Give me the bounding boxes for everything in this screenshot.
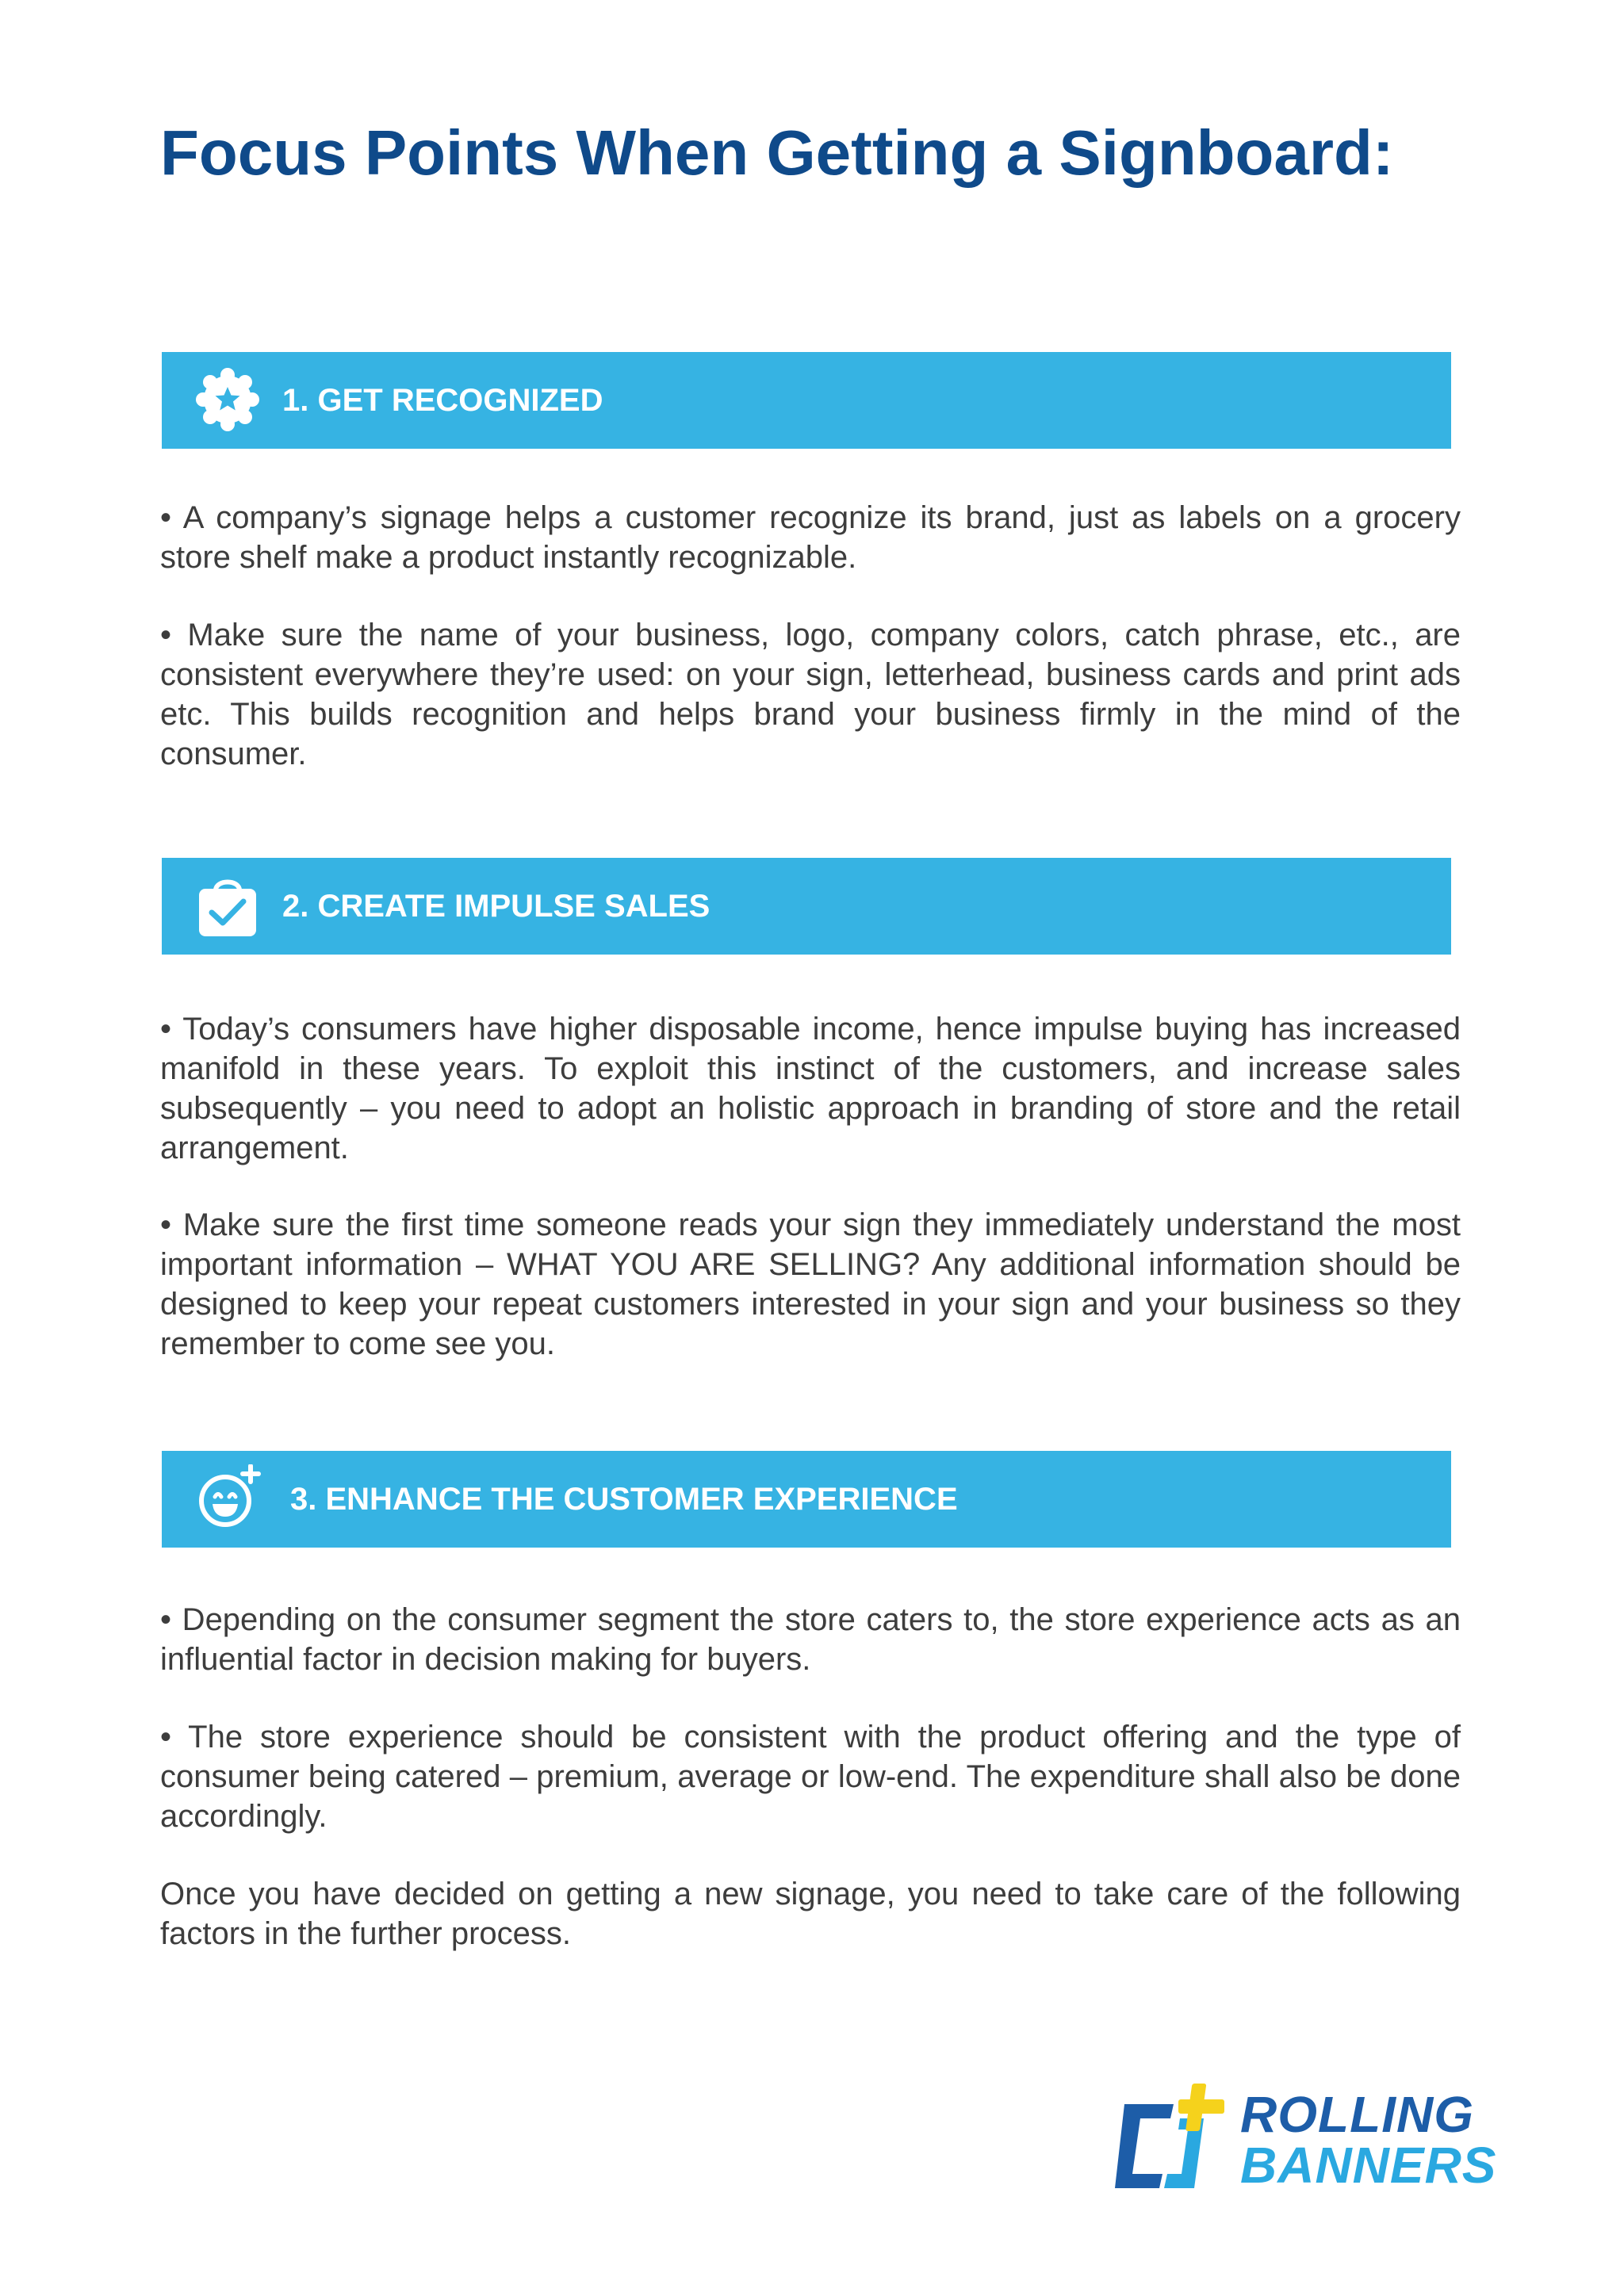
paragraph: • Make sure the first time someone reads your sign they immediately understand the most important information – WHAT YOU ARE SELLING? Any additional information should be designed to keep your repeat customers interested in your sign and your business so they remember to come see you.: [160, 1207, 1461, 1361]
paragraph: • Today’s consumers have higher disposable income, hence impulse buying has increased manifold in these years. To exploit this instinct of the customers, and increase sales subsequently – you need to adopt an holistic approach in branding of store and the retail arrangement.: [160, 1012, 1461, 1165]
logo-text-banners: BANNERS: [1240, 2137, 1497, 2194]
page-title: Focus Points When Getting a Signboard:: [160, 117, 1394, 188]
rolling-banners-logo: [1109, 2080, 1497, 2199]
paragraph: • Depending on the consumer segment the store caters to, the store experience acts as an influential factor in decision making for buyers.: [160, 1602, 1461, 1677]
section-heading: 3. ENHANCE THE CUSTOMER EXPERIENCE: [290, 1482, 958, 1517]
section-banner-enhance-customer-experience: [162, 1451, 1451, 1548]
shopping-bag-check-icon: [193, 871, 262, 939]
paragraph: • The store experience should be consistent with the product offering and the type of consumer being catered – premium, average or low-end. The expenditure shall also be done accordingly.: [160, 1720, 1461, 1834]
paragraph: • Make sure the name of your business, logo, company colors, catch phrase, etc., are consistent everywhere they’re used: on your sign, letterhead, business cards and print ads etc. This builds recognition and helps brand your business firmly in the mind of the consumer.: [160, 618, 1461, 771]
section-banner-create-impulse-sales: [162, 858, 1451, 955]
logo-text-rolling: ROLLING: [1240, 2086, 1474, 2143]
closing-paragraph: Once you have decided on getting a new signage, you need to take care of the following factors in the further process.: [160, 1877, 1461, 1951]
smiley-plus-icon: [193, 1464, 262, 1533]
rolling-banners-logo-icon: [1109, 2080, 1235, 2199]
star-badge-icon: [193, 365, 262, 434]
section-heading: 1. GET RECOGNIZED: [282, 383, 603, 418]
section-banner-get-recognized: [162, 352, 1451, 449]
section-heading: 2. CREATE IMPULSE SALES: [282, 889, 710, 924]
paragraph: • A company’s signage helps a customer recognize its brand, just as labels on a grocery store shelf make a product instantly recognizable.: [160, 500, 1461, 575]
